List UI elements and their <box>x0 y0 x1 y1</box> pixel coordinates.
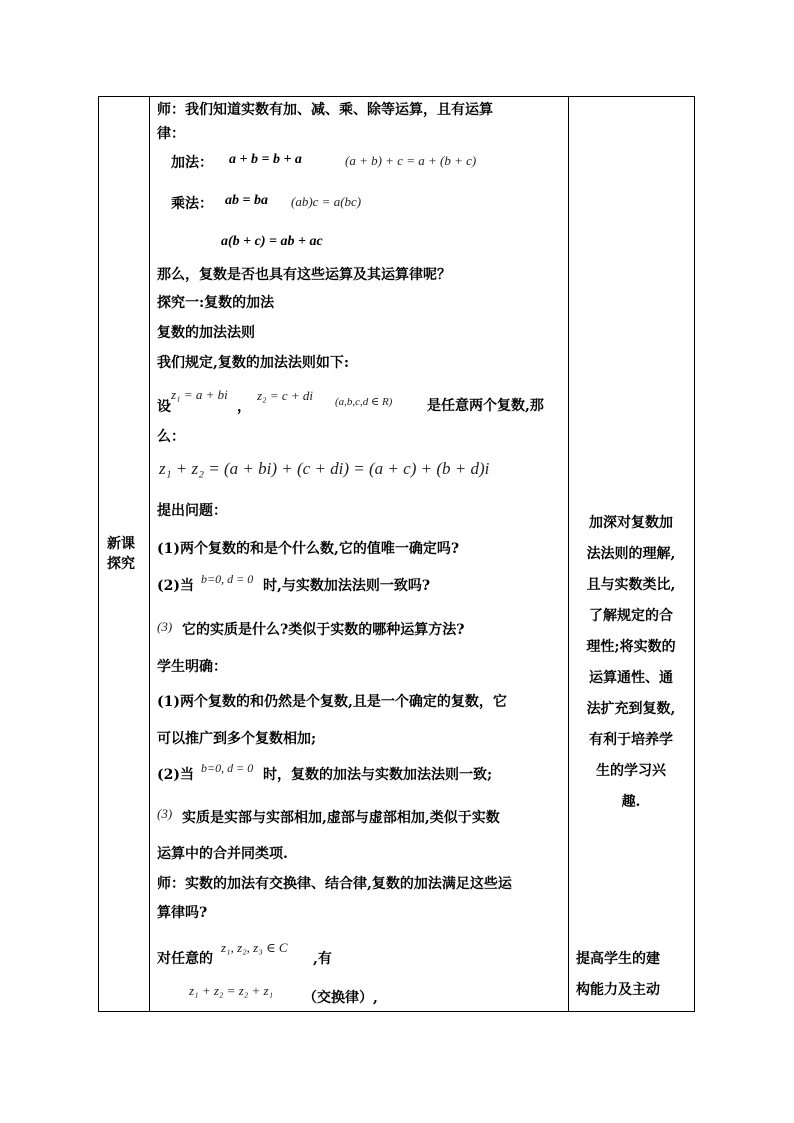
note-line: 构能力及主动 <box>576 982 660 998</box>
formula-add-associative: (a + b) + c = a + (b + c) <box>345 153 477 168</box>
formula-distributive: a(b + c) = ab + ac <box>221 234 323 249</box>
note-line: 有利于培养学 <box>589 732 673 748</box>
addition-label: 加法： <box>171 155 213 171</box>
text-line: ,有 <box>313 951 332 967</box>
note-line: 法法则的理解, <box>586 546 676 562</box>
row-label <box>107 534 143 574</box>
note-line: 了解规定的合 <box>589 608 673 624</box>
text-line: 律： <box>157 126 185 142</box>
question-2-text: 时,与实数加法法则一致吗? <box>263 578 431 594</box>
row-label-line-1: 新课 <box>107 536 135 552</box>
row-label-cell <box>99 97 149 1011</box>
answer-3-cont: 运算中的合并同类项. <box>157 846 288 862</box>
answer-2-prefix: (2)当 <box>157 767 194 783</box>
note-line: 法扩充到复数, <box>586 701 676 717</box>
answer-3-number: (3) <box>157 806 173 821</box>
answer-2-text: 时，复数的加法与实数加法法则一致; <box>263 767 493 783</box>
side-note-2 <box>576 944 660 1006</box>
text-line: 么： <box>157 429 185 445</box>
formula-set-membership: z₁, z₂, z₃ ∈ C <box>221 940 288 955</box>
text-comma: ， <box>237 399 251 415</box>
answer-1-cont: 可以推广到多个复数相加; <box>157 731 317 747</box>
lesson-table <box>98 96 695 1012</box>
side-note-1 <box>568 508 694 818</box>
text-line: 学生明确： <box>157 659 227 675</box>
section-heading: 探究一:复数的加法 <box>157 295 275 311</box>
note-line: 提高学生的建 <box>576 951 660 967</box>
note-line: 理性;将实数的 <box>586 639 676 655</box>
text-line: 师：实数的加法有交换律、结合律,复数的加法满足这些运 <box>157 876 512 892</box>
formula-z1: z₁ = a + bi <box>171 387 228 402</box>
text-line: 那么，复数是否也具有这些运算及其运算律呢？ <box>157 267 451 283</box>
text-line: 是任意两个复数,那 <box>427 398 544 414</box>
text-line: 师：我们知道实数有加、减、乘、除等运算，且有运算 <box>157 102 493 118</box>
text-line: （交换律）, <box>303 990 378 1006</box>
note-line: 且与实数类比, <box>586 577 676 593</box>
notes-cell <box>568 97 694 1011</box>
text-line: 提出问题： <box>157 503 227 519</box>
question-3-number: (3) <box>157 619 173 634</box>
multiplication-label: 乘法： <box>171 196 213 212</box>
text-line: 算律吗? <box>157 905 208 921</box>
formula-domain: (a,b,c,d ∈ R) <box>335 396 393 408</box>
note-line: 趣. <box>621 794 641 810</box>
text-line: 复数的加法法则 <box>157 325 255 341</box>
note-line: 生的学习兴 <box>596 763 666 779</box>
note-line: 加深对复数加 <box>589 515 673 531</box>
formula-commutative-law: z₁ + z₂ = z₂ + z₁ <box>189 983 274 998</box>
formula-condition: b=0, d = 0 <box>201 761 254 775</box>
note-line: 运算通性、通 <box>589 670 673 686</box>
formula-add-commutative: a + b = b + a <box>229 152 302 167</box>
question-1: (1)两个复数的和是个什么数,它的值唯一确定吗? <box>157 541 460 557</box>
question-2-prefix: (2)当 <box>157 578 194 594</box>
formula-complex-sum: z₁ + z₂ = (a + bi) + (c + di) = (a + c) + (b + d)i <box>159 459 490 478</box>
formula-mul-commutative: ab = ba <box>225 193 268 208</box>
formula-mul-associative: (ab)c = a(bc) <box>291 194 362 209</box>
question-3-text: 它的实质是什么?类似于实数的哪种运算方法? <box>182 622 465 638</box>
answer-3-text: 实质是实部与实部相加,虚部与虚部相加,类似于实数 <box>182 810 500 826</box>
text-line: 我们规定,复数的加法法则如下: <box>157 355 350 371</box>
text-line: 设 <box>157 399 171 415</box>
answer-1: (1)两个复数的和仍然是个复数,且是一个确定的复数，它 <box>157 694 507 710</box>
row-label-line-2: 探究 <box>107 556 135 572</box>
formula-condition: b=0, d = 0 <box>201 572 254 586</box>
content-cell <box>149 97 568 1011</box>
text-line: 对任意的 <box>157 951 213 967</box>
formula-z2: z₂ = c + di <box>257 388 314 403</box>
